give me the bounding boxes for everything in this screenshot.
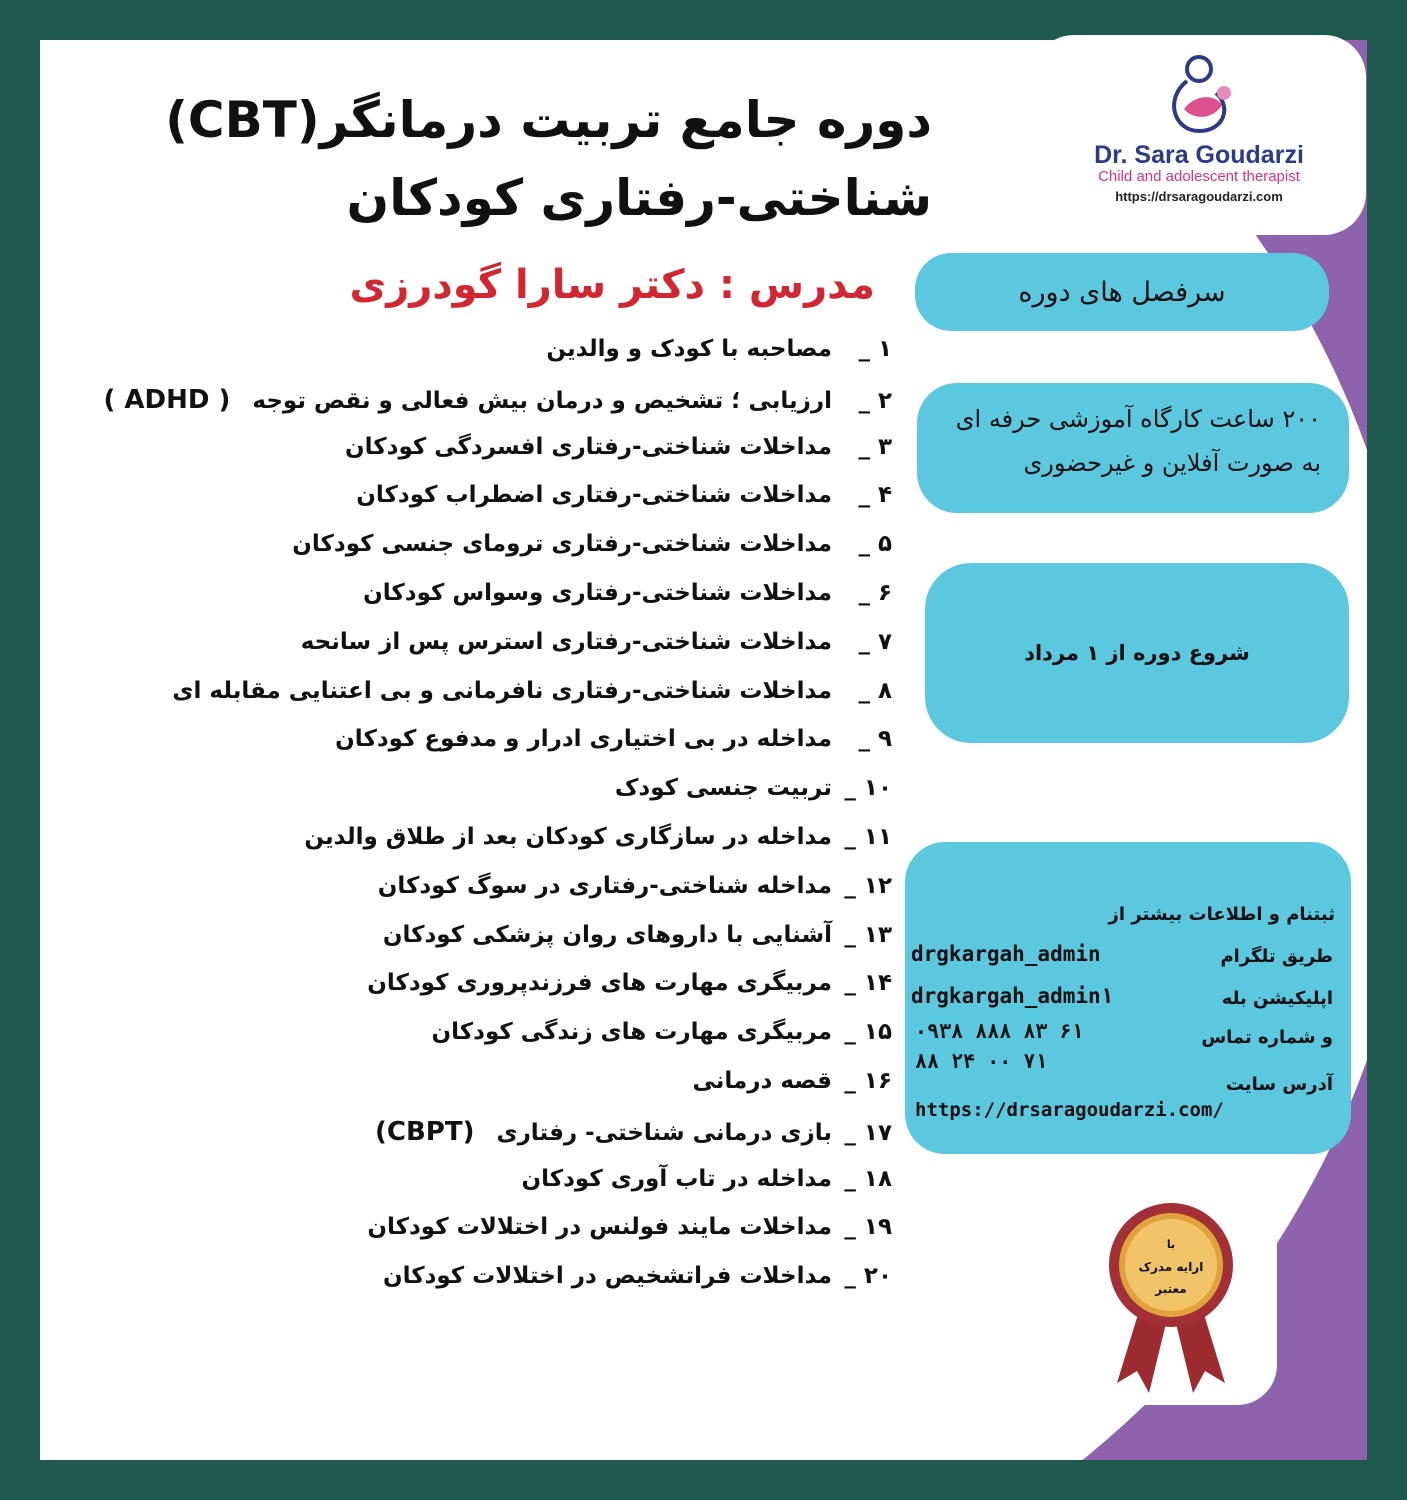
- syllabus-item-number: ۱۶ _: [844, 1068, 892, 1094]
- telegram-id[interactable]: drgkargah_admin: [911, 942, 1101, 966]
- syllabus-item-number: ۱۹ _: [844, 1214, 892, 1241]
- certificate-badge-card: [1065, 1183, 1277, 1405]
- syllabus-item-number: ۱۰ _: [844, 775, 892, 802]
- syllabus-item-text: مداخلات شناختی-رفتاری افسردگی کودکان: [345, 433, 832, 460]
- syllabus-item-text: مداخلات شناختی-رفتاری اضطراب کودکان: [356, 482, 832, 509]
- certificate-medal-icon: [1065, 1183, 1277, 1405]
- phone-number-1[interactable]: ۰۹۳۸ ۸۸۸ ۸۳ ۶۱: [915, 1019, 1084, 1043]
- syllabus-label: سرفصل های دوره: [1018, 276, 1226, 308]
- syllabus-item-text: تربیت جنسی کودک: [614, 775, 832, 802]
- title-line-2: شناختی-رفتاری کودکان: [346, 168, 932, 227]
- badge-line-3: معتبر: [1155, 1282, 1187, 1296]
- site-label: آدرس سایت: [1225, 1074, 1333, 1095]
- syllabus-item-number: ۱۵ _: [844, 1019, 892, 1046]
- teacher-name: مدرس : دکتر سارا گودرزی: [349, 262, 875, 308]
- syllabus-item-text: مربیگری مهارت های فرزندپروری کودکان: [367, 970, 832, 997]
- syllabus-item-text: مصاحبه با کودک و والدین: [546, 336, 832, 362]
- logo-subtitle: Child and adolescent therapist: [1098, 168, 1300, 185]
- syllabus-item-text: مداخله در بی اختیاری ادرار و مدفوع کودکان: [335, 726, 832, 753]
- syllabus-item-text: قصه درمانی: [692, 1068, 832, 1094]
- logo-card: [1032, 35, 1366, 235]
- hours-line-1: ۲۰۰ ساعت کارگاه آموزشی حرفه ای: [955, 405, 1321, 433]
- syllabus-item-number: ۴ _: [858, 482, 892, 509]
- syllabus-item-text: مداخلات شناختی-رفتاری استرس پس از سانحه: [300, 628, 832, 655]
- syllabus-item-number: ۱۴ _: [844, 970, 892, 997]
- syllabus-item-number: ۱۳ _: [844, 921, 892, 948]
- syllabus-item-text: بازی درمانی شناختی- رفتاری: [496, 1119, 832, 1146]
- badge-line-1: با: [1166, 1238, 1176, 1251]
- syllabus-item-text: مداخلات شناختی-رفتاری ترومای جنسی کودکان: [292, 531, 832, 558]
- page-title: [165, 82, 932, 237]
- syllabus-item-number: ۶ _: [858, 580, 892, 606]
- syllabus-item-number: ۵ _: [858, 531, 892, 558]
- syllabus-item-text: مداخله در تاب آوری کودکان: [521, 1165, 832, 1192]
- syllabus-item-number: ۲۰ _: [844, 1263, 892, 1290]
- syllabus-item-text: آشنایی با داروهای روان پزشکی کودکان: [382, 921, 832, 948]
- syllabus-label-box: [915, 253, 1329, 331]
- phone-label: و شماره تماس: [1201, 1027, 1333, 1048]
- hours-line-2: به صورت آفلاین و غیرحضوری: [1023, 449, 1321, 478]
- syllabus-item-number: ۷ _: [858, 628, 892, 655]
- phone-number-2[interactable]: ۸۸ ۲۴ ۰۰ ۷۱: [915, 1049, 1048, 1073]
- title-line-1: دوره جامع تربیت درمانگر(CBT): [165, 91, 932, 149]
- syllabus-item-text: مربیگری مهارت های زندگی کودکان: [431, 1019, 832, 1046]
- bale-label: اپلیکیشن بله: [1221, 988, 1333, 1009]
- hours-box: [917, 383, 1349, 513]
- syllabus-item-number: ۱۷ _: [844, 1119, 892, 1146]
- start-date-text: شروع دوره از ۱ مرداد: [1024, 641, 1250, 665]
- syllabus-item-text: مداخله در سازگاری کودکان بعد از طلاق والدین: [304, 824, 832, 850]
- syllabus-item-number: ۹ _: [858, 726, 892, 753]
- syllabus-item-text: مداخله شناختی-رفتاری در سوگ کودکان: [377, 872, 832, 899]
- syllabus-item-text: مداخلات شناختی-رفتاری وسواس کودکان: [363, 580, 832, 606]
- syllabus-item-number: ۱۸ _: [844, 1165, 892, 1192]
- syllabus-item-number: ۸ _: [858, 677, 892, 704]
- bale-id[interactable]: drgkargah_admin۱: [911, 984, 1114, 1008]
- syllabus-item-number: ۲ _: [858, 387, 892, 414]
- badge-line-2: ارایه مدرک: [1138, 1260, 1204, 1274]
- site-url[interactable]: https://drsaragoudarzi.com/: [915, 1099, 1224, 1121]
- start-date-box: [925, 563, 1349, 743]
- syllabus-item-text: مداخلات شناختی-رفتاری نافرمانی و بی اعتنایی مقابله ای: [172, 677, 832, 704]
- syllabus-item-number: ۱ _: [858, 336, 892, 362]
- syllabus-item-tag: ( ADHD ): [103, 384, 231, 415]
- syllabus-item-tag: (CBPT): [375, 1116, 475, 1147]
- logo-url[interactable]: https://drsaragoudarzi.com: [1115, 189, 1283, 204]
- syllabus-item-text: ارزیابی ؛ تشخیص و درمان بیش فعالی و نقص توجه: [252, 387, 832, 414]
- syllabus-item-number: ۱۱ _: [844, 824, 892, 850]
- syllabus-item-number: ۱۲ _: [844, 872, 892, 899]
- contact-heading: ثبتنام و اطلاعات بیشتر از: [1108, 904, 1335, 925]
- syllabus-item-number: ۳ _: [858, 433, 892, 460]
- logo-name: Dr. Sara Goudarzi: [1094, 141, 1304, 169]
- syllabus-item-text: مداخلات فراتشخیص در اختلالات کودکان: [382, 1263, 832, 1290]
- syllabus-item-text: مداخلات مایند فولنس در اختلالات کودکان: [367, 1214, 832, 1241]
- telegram-label: طریق تلگرام: [1220, 946, 1333, 967]
- logo-mother-child-icon: [1154, 49, 1244, 139]
- contact-box: [905, 842, 1351, 1154]
